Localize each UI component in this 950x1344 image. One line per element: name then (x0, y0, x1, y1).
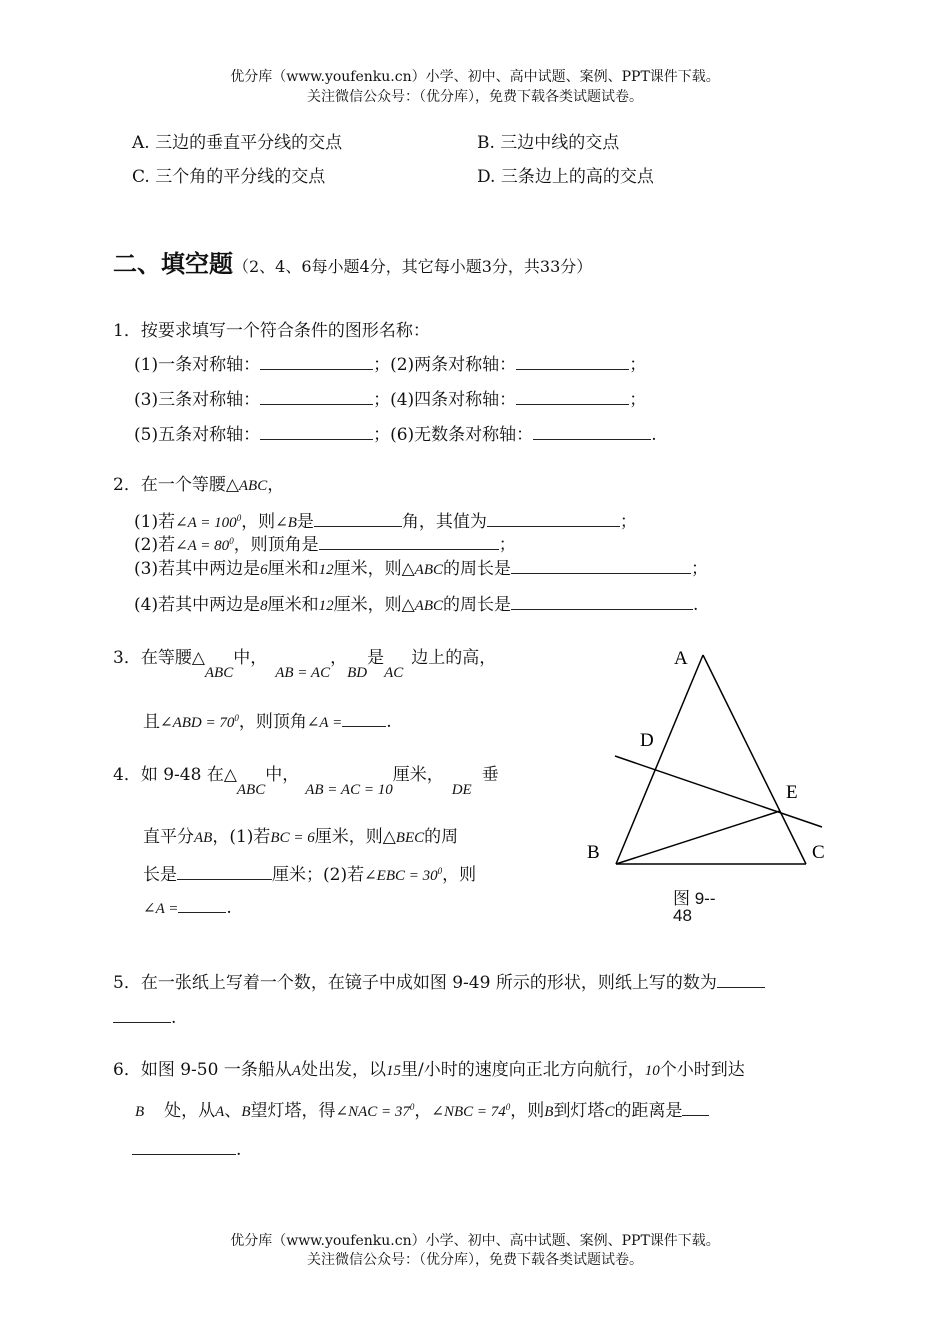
angle-a-math: ∠A = (306, 715, 343, 731)
text: 3．在等腰△ (113, 648, 205, 668)
q1-part-3: (3)三条对称轴： (134, 390, 261, 410)
text: 的周长是 (443, 559, 512, 579)
triangle-abc: ABC (238, 478, 268, 494)
angle-ebc-math (364, 868, 442, 884)
header-line-1: 优分库（www.youfenku.cn）小学、初中、高中试题、案例、PPT课件下载。 (230, 69, 720, 85)
q1-row-2 (134, 385, 646, 410)
equation-ab-ac: AB = AC (275, 665, 331, 681)
text: ，(1)若 (212, 827, 271, 847)
point-b: B (241, 1104, 251, 1120)
q6-line-3 (132, 1136, 241, 1160)
q1-part-4: (4)四条对称轴： (390, 390, 517, 410)
period: . (171, 1008, 177, 1028)
angle-a-math (175, 515, 241, 531)
text: 、 (224, 1101, 242, 1121)
choice-a: A. 三边的垂直平分线的交点 (132, 133, 343, 153)
text: 厘米，则△ (333, 559, 415, 579)
text: (1)若 (134, 512, 176, 532)
text: 角，其值为 (401, 512, 487, 532)
text: 处，从 (164, 1101, 216, 1121)
q1-part-2: (2)两条对称轴： (390, 355, 517, 375)
q2-part-2 (134, 530, 516, 555)
period: . (386, 712, 392, 732)
label-c: C (812, 842, 825, 863)
q1-part-5: (5)五条对称轴： (134, 425, 261, 445)
angle-nbc-math (431, 1104, 510, 1120)
label-b: B (587, 842, 600, 863)
point-a: A (291, 1063, 301, 1079)
figure-caption-line-2: 48 (673, 906, 692, 925)
q5-blank-part-2[interactable] (113, 1004, 171, 1023)
q1-row-3 (134, 420, 657, 445)
triangle-abc: ABC (414, 598, 444, 614)
side-ac (703, 655, 806, 864)
q2-part-3 (134, 554, 708, 579)
text: (2)若 (134, 535, 176, 555)
equation-bc-6: BC = 6 (270, 830, 315, 846)
text: 4．如 9-48 在△ (113, 765, 237, 785)
q5-text: 5．在一张纸上写着一个数，在镜子中成如图 9-49 所示的形状，则纸上写的数为 (113, 973, 717, 993)
footer-line-1: 优分库（www.youfenku.cn）小学、初中、高中试题、案例、PPT课件下载。 (230, 1233, 720, 1249)
q4-line-2 (143, 822, 458, 847)
text: 处出发，以 (301, 1060, 386, 1080)
q6-line-2 (135, 1096, 709, 1121)
math-expr: ∠ABD = 70 (160, 715, 235, 731)
math-expr: ∠NBC = 74 (431, 1104, 506, 1120)
period: . (226, 898, 232, 918)
number: 12 (318, 562, 334, 578)
q1-row-1 (134, 350, 646, 375)
text: ，则 (241, 512, 276, 532)
text: ，则顶角 (238, 712, 307, 732)
segment-be (616, 811, 780, 864)
text: 6．如图 9-50 一条船从 (113, 1060, 292, 1080)
q4-line-1 (113, 760, 499, 798)
choice-b: B. 三边中线的交点 (477, 133, 620, 153)
q2-blank-vertex[interactable] (319, 531, 499, 550)
label-d: D (640, 730, 654, 751)
text: 厘米， (392, 765, 444, 785)
semicolon: ； (373, 390, 391, 410)
q1-blank-1[interactable] (260, 351, 373, 370)
q6-line-1 (113, 1055, 745, 1080)
number: 8 (260, 598, 268, 614)
semicolon: ； (373, 355, 391, 375)
q2-blank-angle-value[interactable] (487, 508, 620, 527)
q2-stem (113, 470, 284, 495)
q1-blank-4[interactable] (516, 386, 629, 405)
text: 望灯塔，得 (250, 1101, 336, 1121)
q5-line-1 (113, 968, 765, 993)
text: ，则顶角是 (233, 535, 319, 555)
q5-blank-part-1[interactable] (717, 969, 765, 988)
text: (3)若其中两边是 (134, 559, 261, 579)
angle-b-math: ∠B (275, 515, 297, 531)
semicolon: ； (629, 390, 647, 410)
number: 6 (260, 562, 268, 578)
q4-blank-perimeter[interactable] (177, 861, 272, 880)
equation-ab-ac-10: AB = AC = 10 (305, 782, 393, 798)
q2-blank-perimeter-1[interactable] (511, 555, 691, 574)
label-a: A (674, 648, 688, 669)
angle-abd-math (160, 715, 239, 731)
segment-de: DE (451, 782, 472, 798)
triangle-bec: BEC (395, 830, 425, 846)
q4-line-4 (143, 898, 232, 918)
section-note: （2、4、6每小题4分，其它每小题3分，共33分） (233, 257, 593, 276)
point-a: A (215, 1104, 225, 1120)
q1-blank-2[interactable] (516, 351, 629, 370)
angle-a-math: ∠A = (143, 901, 179, 917)
text: ，则 (442, 865, 477, 885)
text: 直平分 (143, 827, 194, 847)
number: 15 (386, 1063, 401, 1079)
section-title: 二、填空题 (113, 249, 233, 278)
q3-line-2 (143, 707, 392, 732)
degree-mark: 0 (437, 866, 443, 876)
semicolon: ； (619, 512, 637, 532)
text: 的距离是 (614, 1101, 683, 1121)
choice-c: C. 三个角的平分线的交点 (132, 167, 326, 187)
degree-mark: 0 (409, 1102, 415, 1112)
q2-blank-perimeter-2[interactable] (511, 591, 693, 610)
text: 个小时到达 (659, 1060, 745, 1080)
segment-ab: AB (194, 830, 213, 846)
q6-blank-part-1[interactable] (682, 1097, 709, 1116)
text: 厘米；(2)若 (272, 865, 365, 885)
semicolon: ； (373, 425, 391, 445)
q3-line-1 (113, 643, 497, 681)
q1-part-1: (1)一条对称轴： (134, 355, 261, 375)
text: 的周 (424, 827, 459, 847)
point-b: B (544, 1104, 554, 1120)
text: 垂 (481, 765, 499, 785)
math-expr: ∠A = 100 (175, 515, 237, 531)
figure-9-48 (580, 640, 840, 890)
q4-blank-angle[interactable] (178, 900, 226, 913)
angle-a-math (175, 538, 234, 554)
number: 12 (318, 598, 334, 614)
label-e: E (786, 782, 798, 803)
q1-blank-6[interactable] (533, 421, 651, 440)
number: 10 (644, 1063, 660, 1079)
text: (4)若其中两边是 (134, 595, 261, 615)
period: . (236, 1140, 242, 1160)
period: . (651, 425, 657, 445)
semicolon: ； (498, 535, 516, 555)
q6-blank-part-2[interactable] (132, 1136, 236, 1155)
text: ， (414, 1101, 432, 1121)
text: 厘米和 (267, 559, 319, 579)
math-expr: ∠A = 80 (175, 538, 230, 554)
segment-ac: AC (384, 665, 404, 681)
side-ab (616, 655, 703, 864)
text: 长是 (143, 865, 177, 885)
point-c: C (604, 1104, 615, 1120)
q1-stem: 1．按要求填写一个符合条件的图形名称： (113, 321, 430, 341)
text: 是 (367, 648, 385, 668)
q2-blank-angle-type[interactable] (314, 508, 402, 527)
point-b: B (135, 1104, 145, 1120)
text: 中， (265, 765, 300, 785)
text: 里/小时的速度向正北方向航行， (401, 1060, 645, 1080)
text: ，则 (510, 1101, 545, 1121)
degree-mark: 0 (234, 713, 239, 723)
q3-blank[interactable] (342, 714, 386, 727)
q5-line-2 (113, 1004, 176, 1028)
text: ， (330, 648, 348, 668)
q4-line-3 (143, 860, 476, 885)
text: 是 (296, 512, 314, 532)
text: 中， (233, 648, 268, 668)
triangle-abc: ABC (204, 665, 234, 681)
segment-bd: BD (347, 665, 368, 681)
angle-nac-math (336, 1104, 415, 1120)
footer-line-2: 关注微信公众号：（优分库），免费下载各类试题试卷。 (307, 1252, 643, 1268)
degree-mark: 0 (236, 513, 242, 523)
text: 厘米，则△ (333, 595, 415, 615)
text: 厘米，则△ (314, 827, 396, 847)
header-line-2: 关注微信公众号：（优分库），免费下载各类试题试卷。 (307, 89, 643, 105)
q2-part-4 (134, 590, 698, 615)
degree-mark: 0 (229, 536, 234, 546)
semicolon: ； (629, 355, 647, 375)
math-expr: ∠EBC = 30 (364, 868, 438, 884)
triangle-abc: ABC (236, 782, 266, 798)
q2-stem-text: 2．在一个等腰△ (113, 475, 239, 495)
text: 且 (143, 712, 160, 732)
q2-part-1 (134, 507, 637, 532)
figure-caption-line-1: 图 9-- (673, 889, 716, 908)
text: 边上的高， (411, 648, 497, 668)
q1-blank-3[interactable] (260, 386, 373, 405)
q1-part-6: (6)无数条对称轴： (390, 425, 534, 445)
period: . (693, 595, 699, 615)
section-2-heading (113, 244, 592, 279)
text: 的周长是 (443, 595, 512, 615)
q1-blank-5[interactable] (260, 421, 373, 440)
triangle-abc: ABC (414, 562, 444, 578)
semicolon: ； (691, 559, 709, 579)
text: 到灯塔 (553, 1101, 605, 1121)
text: 厘米和 (267, 595, 319, 615)
math-expr: ∠NAC = 37 (335, 1104, 410, 1120)
degree-mark: 0 (505, 1102, 511, 1112)
choice-d: D. 三条边上的高的交点 (477, 167, 654, 187)
comma: ， (267, 475, 285, 495)
